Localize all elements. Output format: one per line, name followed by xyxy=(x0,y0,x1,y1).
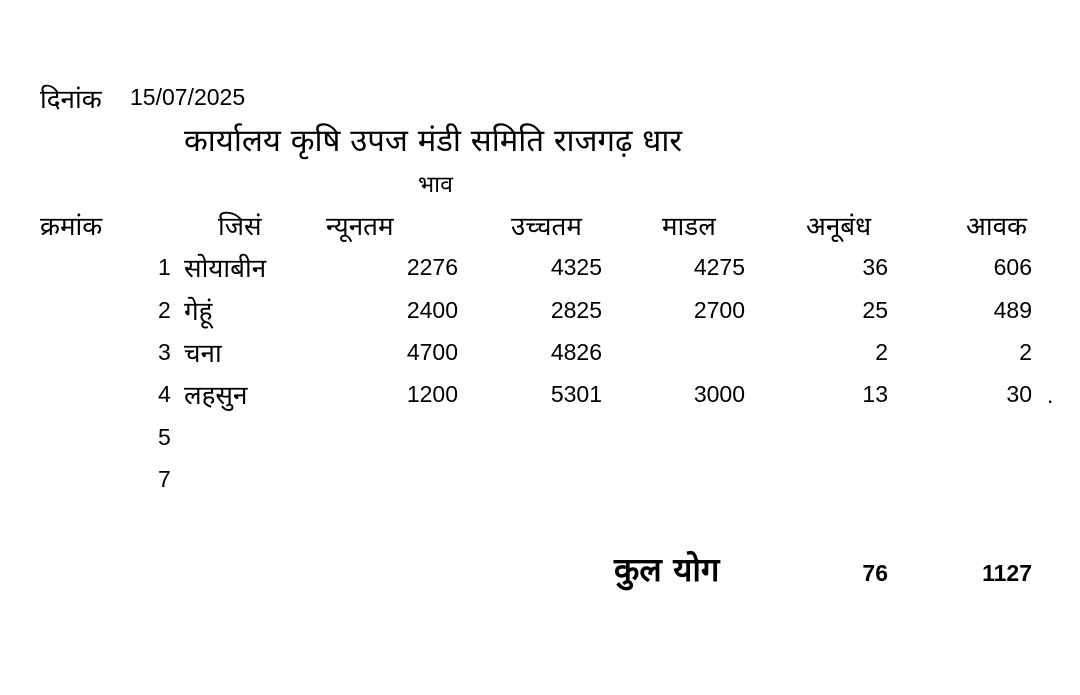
row-max: 5301 xyxy=(550,381,602,407)
col-header-arrival: आवक xyxy=(966,212,1027,242)
row-model: 4275 xyxy=(693,254,745,280)
row-contract: 36 xyxy=(862,254,888,280)
row-serial: 4 xyxy=(158,381,171,407)
row-crop: सोयाबीन xyxy=(184,254,267,284)
row-serial: 3 xyxy=(158,339,171,365)
row-crop: गेहूं xyxy=(184,297,213,327)
total-label: कुल योग xyxy=(614,550,720,589)
stray-mark: . xyxy=(1047,382,1054,408)
row-contract: 13 xyxy=(862,381,888,407)
row-serial: 2 xyxy=(158,297,171,323)
col-header-model: माडल xyxy=(662,212,716,242)
row-min: 2400 xyxy=(406,297,458,323)
date-label: दिनांक xyxy=(40,85,102,115)
col-header-contract: अनूबंध xyxy=(806,212,872,242)
row-model: 3000 xyxy=(693,381,745,407)
row-max: 4826 xyxy=(550,339,602,365)
row-contract: 2 xyxy=(875,339,888,365)
row-arrival: 30 xyxy=(1006,381,1032,407)
total-arrival: 1127 xyxy=(982,560,1032,586)
row-serial: 1 xyxy=(158,254,171,280)
row-serial: 5 xyxy=(158,424,171,450)
row-arrival: 606 xyxy=(993,254,1032,280)
col-header-crop: जिसं xyxy=(218,212,262,242)
row-max: 4325 xyxy=(550,254,602,280)
row-min: 1200 xyxy=(406,381,458,407)
row-crop: लहसुन xyxy=(184,381,248,411)
row-crop: चना xyxy=(184,339,222,369)
col-header-min: न्यूनतम xyxy=(326,212,394,242)
row-contract: 25 xyxy=(862,297,888,323)
row-min: 2276 xyxy=(406,254,458,280)
row-model: 2700 xyxy=(693,297,745,323)
row-arrival: 2 xyxy=(1019,339,1032,365)
page-title: कार्यालय कृषि उपज मंडी समिति राजगढ़ धार xyxy=(184,123,683,159)
date-value: 15/07/2025 xyxy=(130,84,246,110)
col-header-serial: क्रमांक xyxy=(40,212,103,242)
total-contract: 76 xyxy=(862,560,888,586)
col-header-max: उच्चतम xyxy=(511,212,582,242)
row-max: 2825 xyxy=(550,297,602,323)
page-subtitle: भाव xyxy=(418,172,453,198)
row-arrival: 489 xyxy=(993,297,1032,323)
row-min: 4700 xyxy=(406,339,458,365)
row-serial: 7 xyxy=(158,466,171,492)
